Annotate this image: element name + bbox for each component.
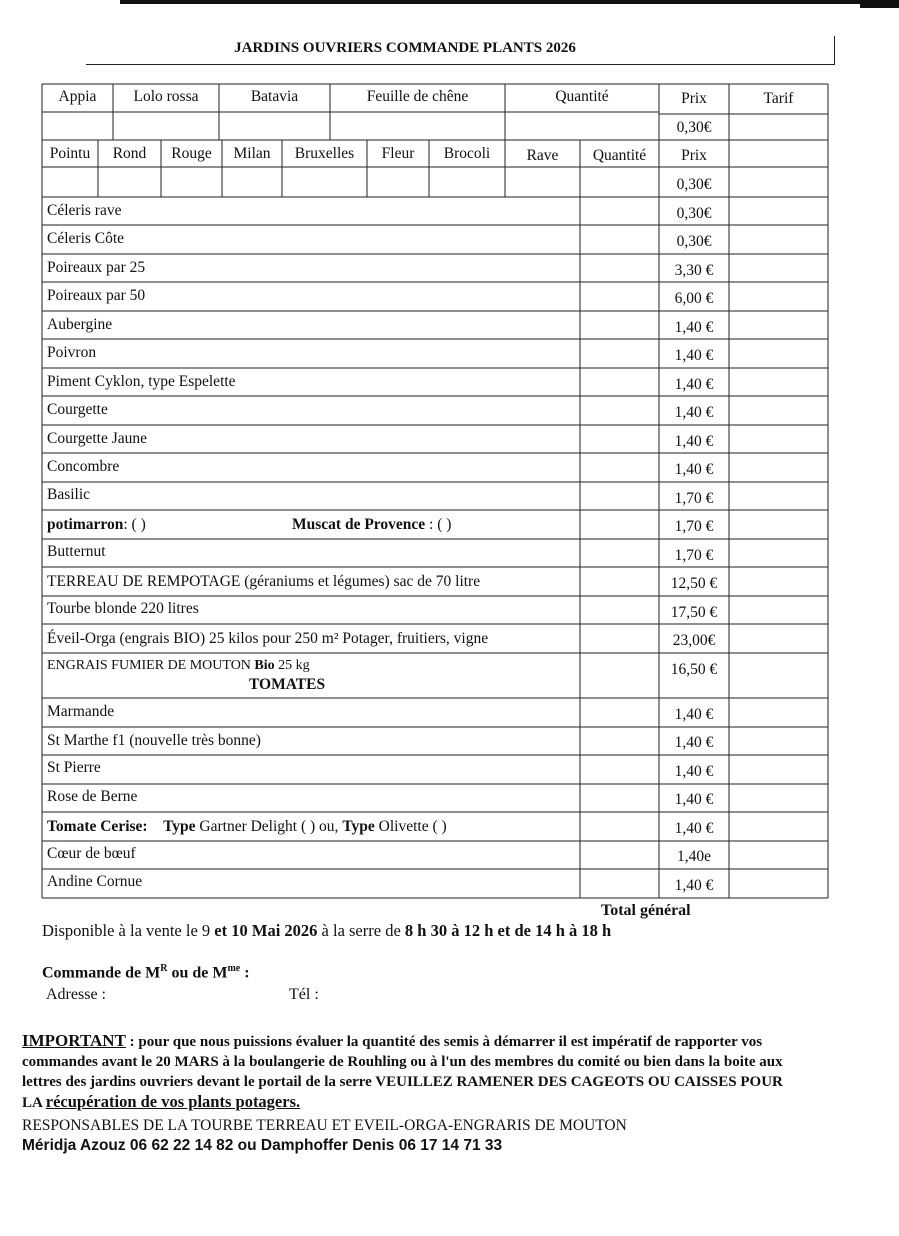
row-label: TERREAU DE REMPOTAGE (géraniums et légumes) sac de 70 litre bbox=[47, 573, 481, 590]
row-label: Courgette bbox=[47, 401, 108, 418]
row-price: 6,00 € bbox=[674, 290, 714, 307]
header-bruxelles: Bruxelles bbox=[294, 145, 355, 162]
row-label: Poireaux par 25 bbox=[47, 259, 146, 276]
responsables-line: RESPONSABLES DE LA TOURBE TERREAU ET EVEIL-ORGA-ENGRARIS DE MOUTON bbox=[22, 1117, 627, 1134]
row-label: Poireaux par 50 bbox=[47, 287, 146, 304]
row-label: Courgette Jaune bbox=[47, 430, 148, 447]
header-rouge: Rouge bbox=[171, 145, 212, 162]
row-price: 12,50 € bbox=[670, 575, 718, 592]
header1-price: 0,30€ bbox=[676, 119, 712, 136]
row-price: 1,70 € bbox=[674, 518, 714, 535]
row-label: Céleris Côte bbox=[47, 230, 125, 247]
phone-label: Tél : bbox=[289, 986, 319, 1003]
row-label: St Pierre bbox=[47, 759, 101, 776]
important-notice: IMPORTANT : pour que nous puissions évaluer la quantité des semis à démarrer il est impératif de rapporter vos commandes avant le 20 MARS à la boulangerie de Rouhling ou à l'un des membres du comité ou bien dans la boite aux lettres des jardins ouvriers devant le portail de la serre VEUILLEZ RAMENER DES CAGEOTS OU CAISSES POUR LA récupération de vos plants potagers. bbox=[22, 1031, 783, 1111]
row-label: Aubergine bbox=[47, 316, 113, 333]
row-label: Tourbe blonde 220 litres bbox=[47, 600, 199, 617]
header-feuille-de-chene: Feuille de chêne bbox=[366, 88, 469, 105]
row-label: St Marthe f1 (nouvelle très bonne) bbox=[47, 732, 261, 749]
row-label-muscat: Muscat de Provence : ( ) bbox=[292, 516, 452, 533]
row-price: 1,40 € bbox=[674, 433, 714, 450]
header-milan: Milan bbox=[233, 145, 271, 162]
header-rave: Rave bbox=[526, 147, 559, 164]
order-by-line: Commande de $M^R$ ou de $M^{me}$ : bbox=[42, 963, 250, 982]
header2-price: 0,30€ bbox=[676, 176, 712, 193]
row-price: 16,50 € bbox=[670, 661, 718, 678]
row-price: 1,40 € bbox=[674, 404, 714, 421]
row-label: Rose de Berne bbox=[47, 788, 138, 805]
row-price: 1,40 € bbox=[674, 734, 714, 751]
header-pointu: Pointu bbox=[49, 145, 91, 162]
row-price: 1,40 € bbox=[674, 461, 714, 478]
row-price: 1,40 € bbox=[674, 319, 714, 336]
header-lolo-rossa: Lolo rossa bbox=[133, 88, 199, 105]
row-label: Basilic bbox=[47, 486, 91, 503]
row-price: 1,40 € bbox=[674, 706, 714, 723]
row-label-tomate-cerise: Tomate Cerise: Type Gartner Delight ( ) ou, Type Olivette ( ) bbox=[47, 818, 447, 835]
row-price: 1,70 € bbox=[674, 490, 714, 507]
row-label: Céleris rave bbox=[47, 202, 122, 219]
row-label: Cœur de bœuf bbox=[47, 845, 136, 862]
header-fleur: Fleur bbox=[381, 145, 415, 162]
row-price: 1,40e bbox=[676, 848, 711, 865]
row-label: Butternut bbox=[47, 543, 106, 560]
row-price: 1,40 € bbox=[674, 820, 714, 837]
header-prix-2: Prix bbox=[681, 147, 707, 164]
row-label: Piment Cyklon, type Espelette bbox=[47, 373, 236, 390]
top-scan-border bbox=[120, 0, 899, 4]
header-brocoli: Brocoli bbox=[443, 145, 491, 162]
row-label: Concombre bbox=[47, 458, 120, 475]
header-prix-1: Prix bbox=[681, 90, 707, 107]
section-tomates: TOMATES bbox=[249, 676, 326, 693]
header-rond: Rond bbox=[112, 145, 147, 162]
row-price: 1,40 € bbox=[674, 763, 714, 780]
page-title: JARDINS OUVRIERS COMMANDE PLANTS 2026 bbox=[234, 40, 576, 56]
row-price: 1,40 € bbox=[674, 877, 714, 894]
total-general-label: Total général bbox=[601, 902, 691, 919]
row-label: Marmande bbox=[47, 703, 115, 720]
row-label: Andine Cornue bbox=[47, 873, 143, 890]
row-price: 0,30€ bbox=[676, 205, 712, 222]
row-label-engrais: ENGRAIS FUMIER DE MOUTON Bio 25 kg bbox=[47, 658, 310, 673]
row-label-potimarron: potimarron: ( ) bbox=[47, 516, 146, 533]
header-quantite-1: Quantité bbox=[555, 88, 609, 105]
header-batavia: Batavia bbox=[250, 88, 299, 105]
address-label: Adresse : bbox=[46, 986, 106, 1003]
header-appia: Appia bbox=[58, 88, 97, 105]
row-price: 17,50 € bbox=[670, 604, 718, 621]
row-label: Éveil-Orga (engrais BIO) 25 kilos pour 250 m² Potager, fruitiers, vigne bbox=[47, 630, 489, 647]
top-scan-border-thick bbox=[860, 0, 899, 8]
contact-line: Méridja Azouz 06 62 22 14 82 ou Damphoffer Denis 06 17 14 71 33 bbox=[22, 1137, 503, 1154]
row-price: 1,40 € bbox=[674, 376, 714, 393]
row-price: 1,70 € bbox=[674, 547, 714, 564]
row-price: 3,30 € bbox=[674, 262, 714, 279]
availability-line: Disponible à la vente le 9 et 10 Mai 2026 à la serre de 8 h 30 à 12 h et de 14 h à 18 h bbox=[42, 921, 612, 940]
row-price: 0,30€ bbox=[676, 233, 712, 250]
header-tarif: Tarif bbox=[763, 90, 794, 107]
header-quantite-2: Quantité bbox=[592, 147, 647, 164]
row-price: 1,40 € bbox=[674, 347, 714, 364]
row-label: Poivron bbox=[47, 344, 97, 361]
row-price: 23,00€ bbox=[672, 632, 716, 649]
row-price: 1,40 € bbox=[674, 791, 714, 808]
